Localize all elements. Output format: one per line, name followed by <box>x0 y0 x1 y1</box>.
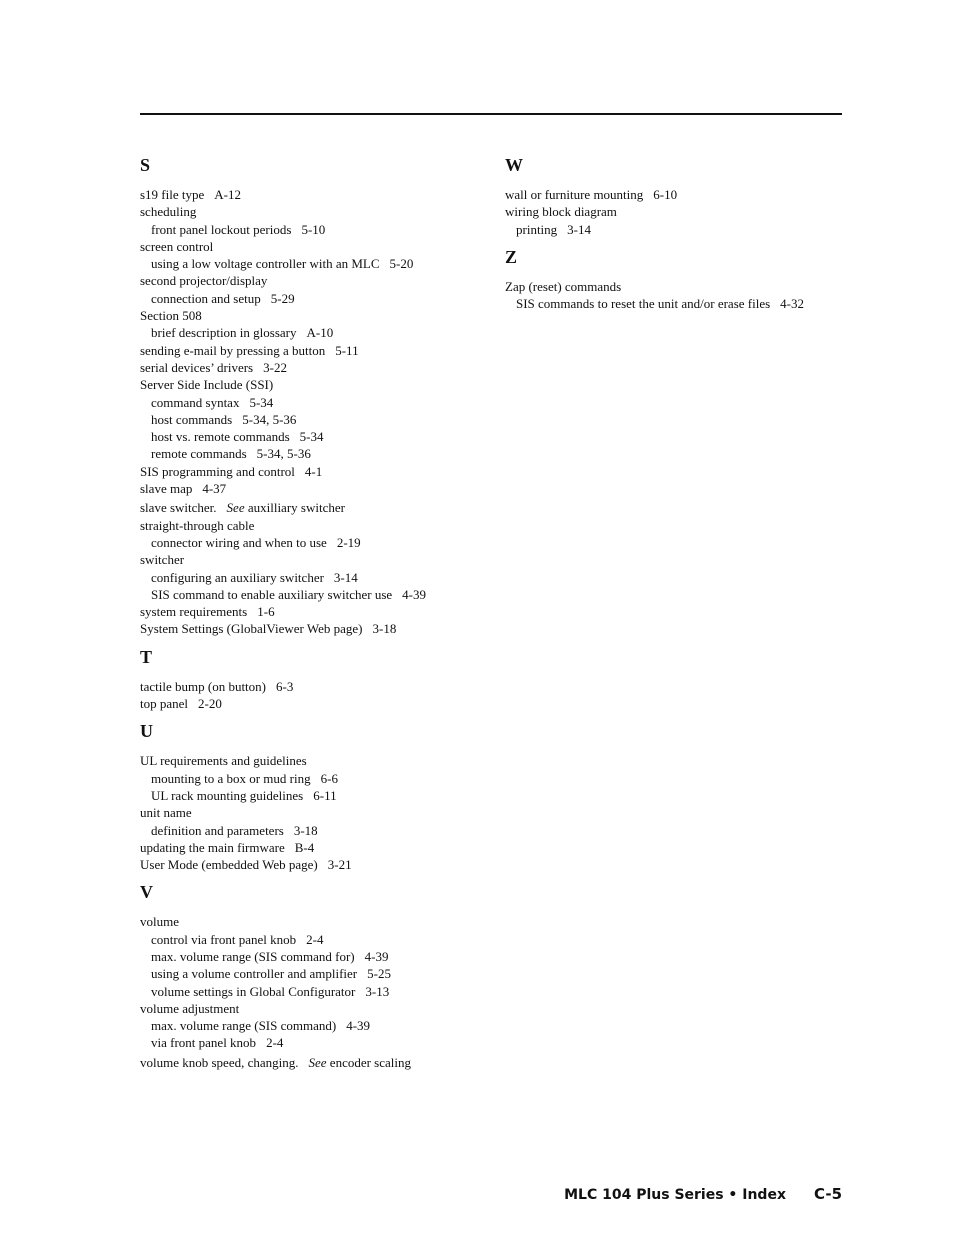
entry-term: UL requirements and guidelines <box>140 753 307 769</box>
index-entry <box>140 307 480 324</box>
entry-term: second projector/display <box>140 273 268 289</box>
entry-term: brief description in glossary <box>151 325 297 341</box>
entry-term: switcher <box>140 552 185 568</box>
see-target: encoder scaling <box>329 1054 412 1070</box>
entry-page-ref: 2-4 <box>306 931 324 947</box>
index-section-v <box>140 881 480 1071</box>
entry-term: s19 file type <box>140 187 205 202</box>
entry-page-ref: 6-6 <box>320 770 338 786</box>
entry-term: system requirements <box>140 604 248 620</box>
entry-term: System Settings (GlobalViewer Web page) <box>140 621 363 637</box>
entry-page-ref: 4-1 <box>304 463 323 479</box>
entry-page-ref: 5-34 <box>299 429 324 445</box>
section-letter: S <box>140 155 151 175</box>
entry-page-ref: 1-6 <box>257 604 275 620</box>
index-entry <box>140 238 480 255</box>
index-entry <box>140 856 480 873</box>
entry-term: tactile bump (on button) <box>140 678 267 694</box>
index-entry <box>140 499 480 516</box>
entry-page-ref: 3-22 <box>263 359 287 375</box>
index-subentry <box>140 255 480 272</box>
entry-page-ref: 4-39 <box>346 1018 371 1034</box>
entry-term: control via front panel knob <box>151 931 297 947</box>
entry-term: screen control <box>140 238 214 254</box>
index-section-t <box>140 646 480 713</box>
entry-term: max. volume range (SIS command) <box>151 1018 337 1034</box>
header-rule <box>140 113 842 115</box>
entry-term: sending e-mail by pressing a button <box>140 342 326 358</box>
entry-page-ref: 5-34, 5-36 <box>242 411 297 427</box>
entry-term: host commands <box>151 411 233 427</box>
index-entry <box>140 272 480 289</box>
entry-term: wall or furniture mounting <box>505 187 644 202</box>
index-subentry <box>140 324 480 341</box>
index-entry <box>505 203 845 220</box>
index-entry <box>140 804 480 821</box>
index-entry <box>140 678 480 695</box>
index-entry <box>140 551 480 568</box>
section-letter: W <box>505 155 523 175</box>
entry-term: straight-through cable <box>140 517 255 533</box>
index-subentry <box>140 569 480 586</box>
index-subentry <box>140 787 480 804</box>
entry-page-ref: 5-20 <box>389 256 414 272</box>
entry-page-ref: 5-34 <box>249 394 274 410</box>
entry-term: SIS programming and control <box>140 463 295 479</box>
entry-term: using a volume controller and amplifier <box>151 966 358 982</box>
entry-term: remote commands <box>151 446 247 462</box>
index-column-left <box>140 154 480 1079</box>
entry-term: host vs. remote commands <box>151 429 290 445</box>
section-letter: V <box>140 882 153 903</box>
entry-page-ref: 4-37 <box>202 481 227 497</box>
entry-page-ref: 6-11 <box>313 787 337 803</box>
section-letter: U <box>140 721 153 742</box>
entry-page-ref: B-4 <box>294 839 315 855</box>
entry-term: Server Side Include (SSI) <box>140 377 274 393</box>
entry-page-ref: 3-14 <box>333 569 358 585</box>
index-entry <box>140 186 480 203</box>
index-subentry <box>140 394 480 411</box>
index-entry <box>140 695 480 712</box>
section-letter: T <box>140 646 153 667</box>
index-entry <box>140 839 480 856</box>
entry-page-ref: 2-20 <box>198 696 222 712</box>
index-entry <box>140 480 480 497</box>
entry-term: User Mode (embedded Web page) <box>140 857 318 873</box>
index-section-s <box>140 154 480 638</box>
index-subentry <box>140 428 480 445</box>
entry-term: using a low voltage controller with an MLC <box>151 256 380 272</box>
index-entry <box>140 913 480 930</box>
entry-term: volume settings in Global Configurator <box>151 983 356 999</box>
index-subentry <box>140 965 480 982</box>
entry-term: scheduling <box>140 204 197 220</box>
index-subentry <box>505 295 845 312</box>
entry-term: SIS commands to reset the unit and/or erase files <box>516 296 771 312</box>
entry-term: volume <box>140 914 179 930</box>
entry-page-ref: 3-13 <box>365 983 390 999</box>
entry-term: volume knob speed, changing. <box>140 1054 299 1070</box>
footer-title: MLC 104 Plus Series • Index <box>564 1187 786 1203</box>
entry-page-ref: 4-39 <box>402 586 427 602</box>
index-subentry <box>140 948 480 965</box>
index-subentry <box>140 822 480 839</box>
entry-term: serial devices’ drivers <box>140 359 254 375</box>
index-subentry <box>140 221 480 238</box>
entry-page-ref: 5-11 <box>335 342 359 358</box>
entry-term: unit name <box>140 805 192 821</box>
entry-page-ref: 5-25 <box>367 966 391 982</box>
entry-page-ref: 5-10 <box>301 221 326 237</box>
entry-term: connector wiring and when to use <box>151 534 327 550</box>
entry-term: Section 508 <box>140 308 202 324</box>
see-reference: See <box>308 1054 327 1070</box>
index-entry <box>140 203 480 220</box>
index-subentry <box>140 586 480 603</box>
entry-page-ref: 3-14 <box>567 221 592 237</box>
index-entry <box>140 359 480 376</box>
index-section-u <box>140 720 480 873</box>
entry-term: Zap (reset) commands <box>505 278 622 294</box>
entry-page-ref: A-12 <box>214 187 241 202</box>
index-entry <box>505 186 845 203</box>
index-entry <box>140 376 480 393</box>
index-subentry <box>140 445 480 462</box>
index-section-w <box>505 154 845 238</box>
index-subentry <box>140 931 480 948</box>
index-subentry <box>140 411 480 428</box>
index-entry <box>140 1054 480 1071</box>
see-reference: See <box>226 500 245 516</box>
entry-term: connection and setup <box>151 290 261 306</box>
index-subentry <box>140 983 480 1000</box>
entry-term: mounting to a box or mud ring <box>151 770 311 786</box>
index-subentry <box>140 534 480 551</box>
see-target: auxilliary switcher <box>247 500 345 516</box>
entry-page-ref: 2-19 <box>336 534 361 550</box>
entry-page-ref: 4-39 <box>364 948 389 964</box>
entry-page-ref: 3-21 <box>327 857 352 873</box>
index-section-z <box>505 246 845 313</box>
section-letter: Z <box>505 246 518 267</box>
page-footer <box>564 1184 842 1205</box>
entry-term: wiring block diagram <box>505 204 617 220</box>
entry-page-ref: 5-34, 5-36 <box>256 446 311 462</box>
index-entry <box>140 517 480 534</box>
index-subentry <box>140 1017 480 1034</box>
entry-page-ref: 6-10 <box>653 187 678 202</box>
entry-term: slave switcher. <box>140 500 217 516</box>
index-entry <box>140 603 480 620</box>
index-subentry <box>140 290 480 307</box>
index-subentry <box>140 1034 480 1051</box>
entry-term: definition and parameters <box>151 822 284 838</box>
entry-term: SIS command to enable auxiliary switcher use <box>151 586 393 602</box>
entry-term: volume adjustment <box>140 1000 240 1016</box>
entry-term: command syntax <box>151 394 240 410</box>
entry-term: front panel lockout periods <box>151 221 292 237</box>
entry-term: updating the main firmware <box>140 839 285 855</box>
entry-term: printing <box>516 221 558 237</box>
index-subentry <box>140 770 480 787</box>
entry-page-ref: 3-18 <box>293 822 318 838</box>
entry-term: via front panel knob <box>151 1035 257 1051</box>
entry-page-ref: 6-3 <box>276 678 294 694</box>
entry-page-ref: 3-18 <box>372 621 397 637</box>
entry-term: configuring an auxiliary switcher <box>151 569 324 585</box>
index-subentry <box>505 221 845 238</box>
entry-term: top panel <box>140 696 189 712</box>
entry-term: max. volume range (SIS command for) <box>151 948 355 964</box>
index-column-right <box>505 154 845 320</box>
entry-page-ref: 2-4 <box>266 1035 284 1051</box>
entry-page-ref: 4-32 <box>780 296 805 312</box>
page-number: C-5 <box>813 1185 842 1203</box>
index-entry <box>140 463 480 480</box>
entry-term: slave map <box>140 481 193 497</box>
index-entry <box>505 278 845 295</box>
index-entry <box>140 752 480 769</box>
entry-page-ref: A-10 <box>306 325 334 341</box>
entry-page-ref: 5-29 <box>270 290 295 306</box>
entry-term: UL rack mounting guidelines <box>151 787 304 803</box>
index-entry <box>140 620 480 637</box>
index-entry <box>140 342 480 359</box>
index-entry <box>140 1000 480 1017</box>
